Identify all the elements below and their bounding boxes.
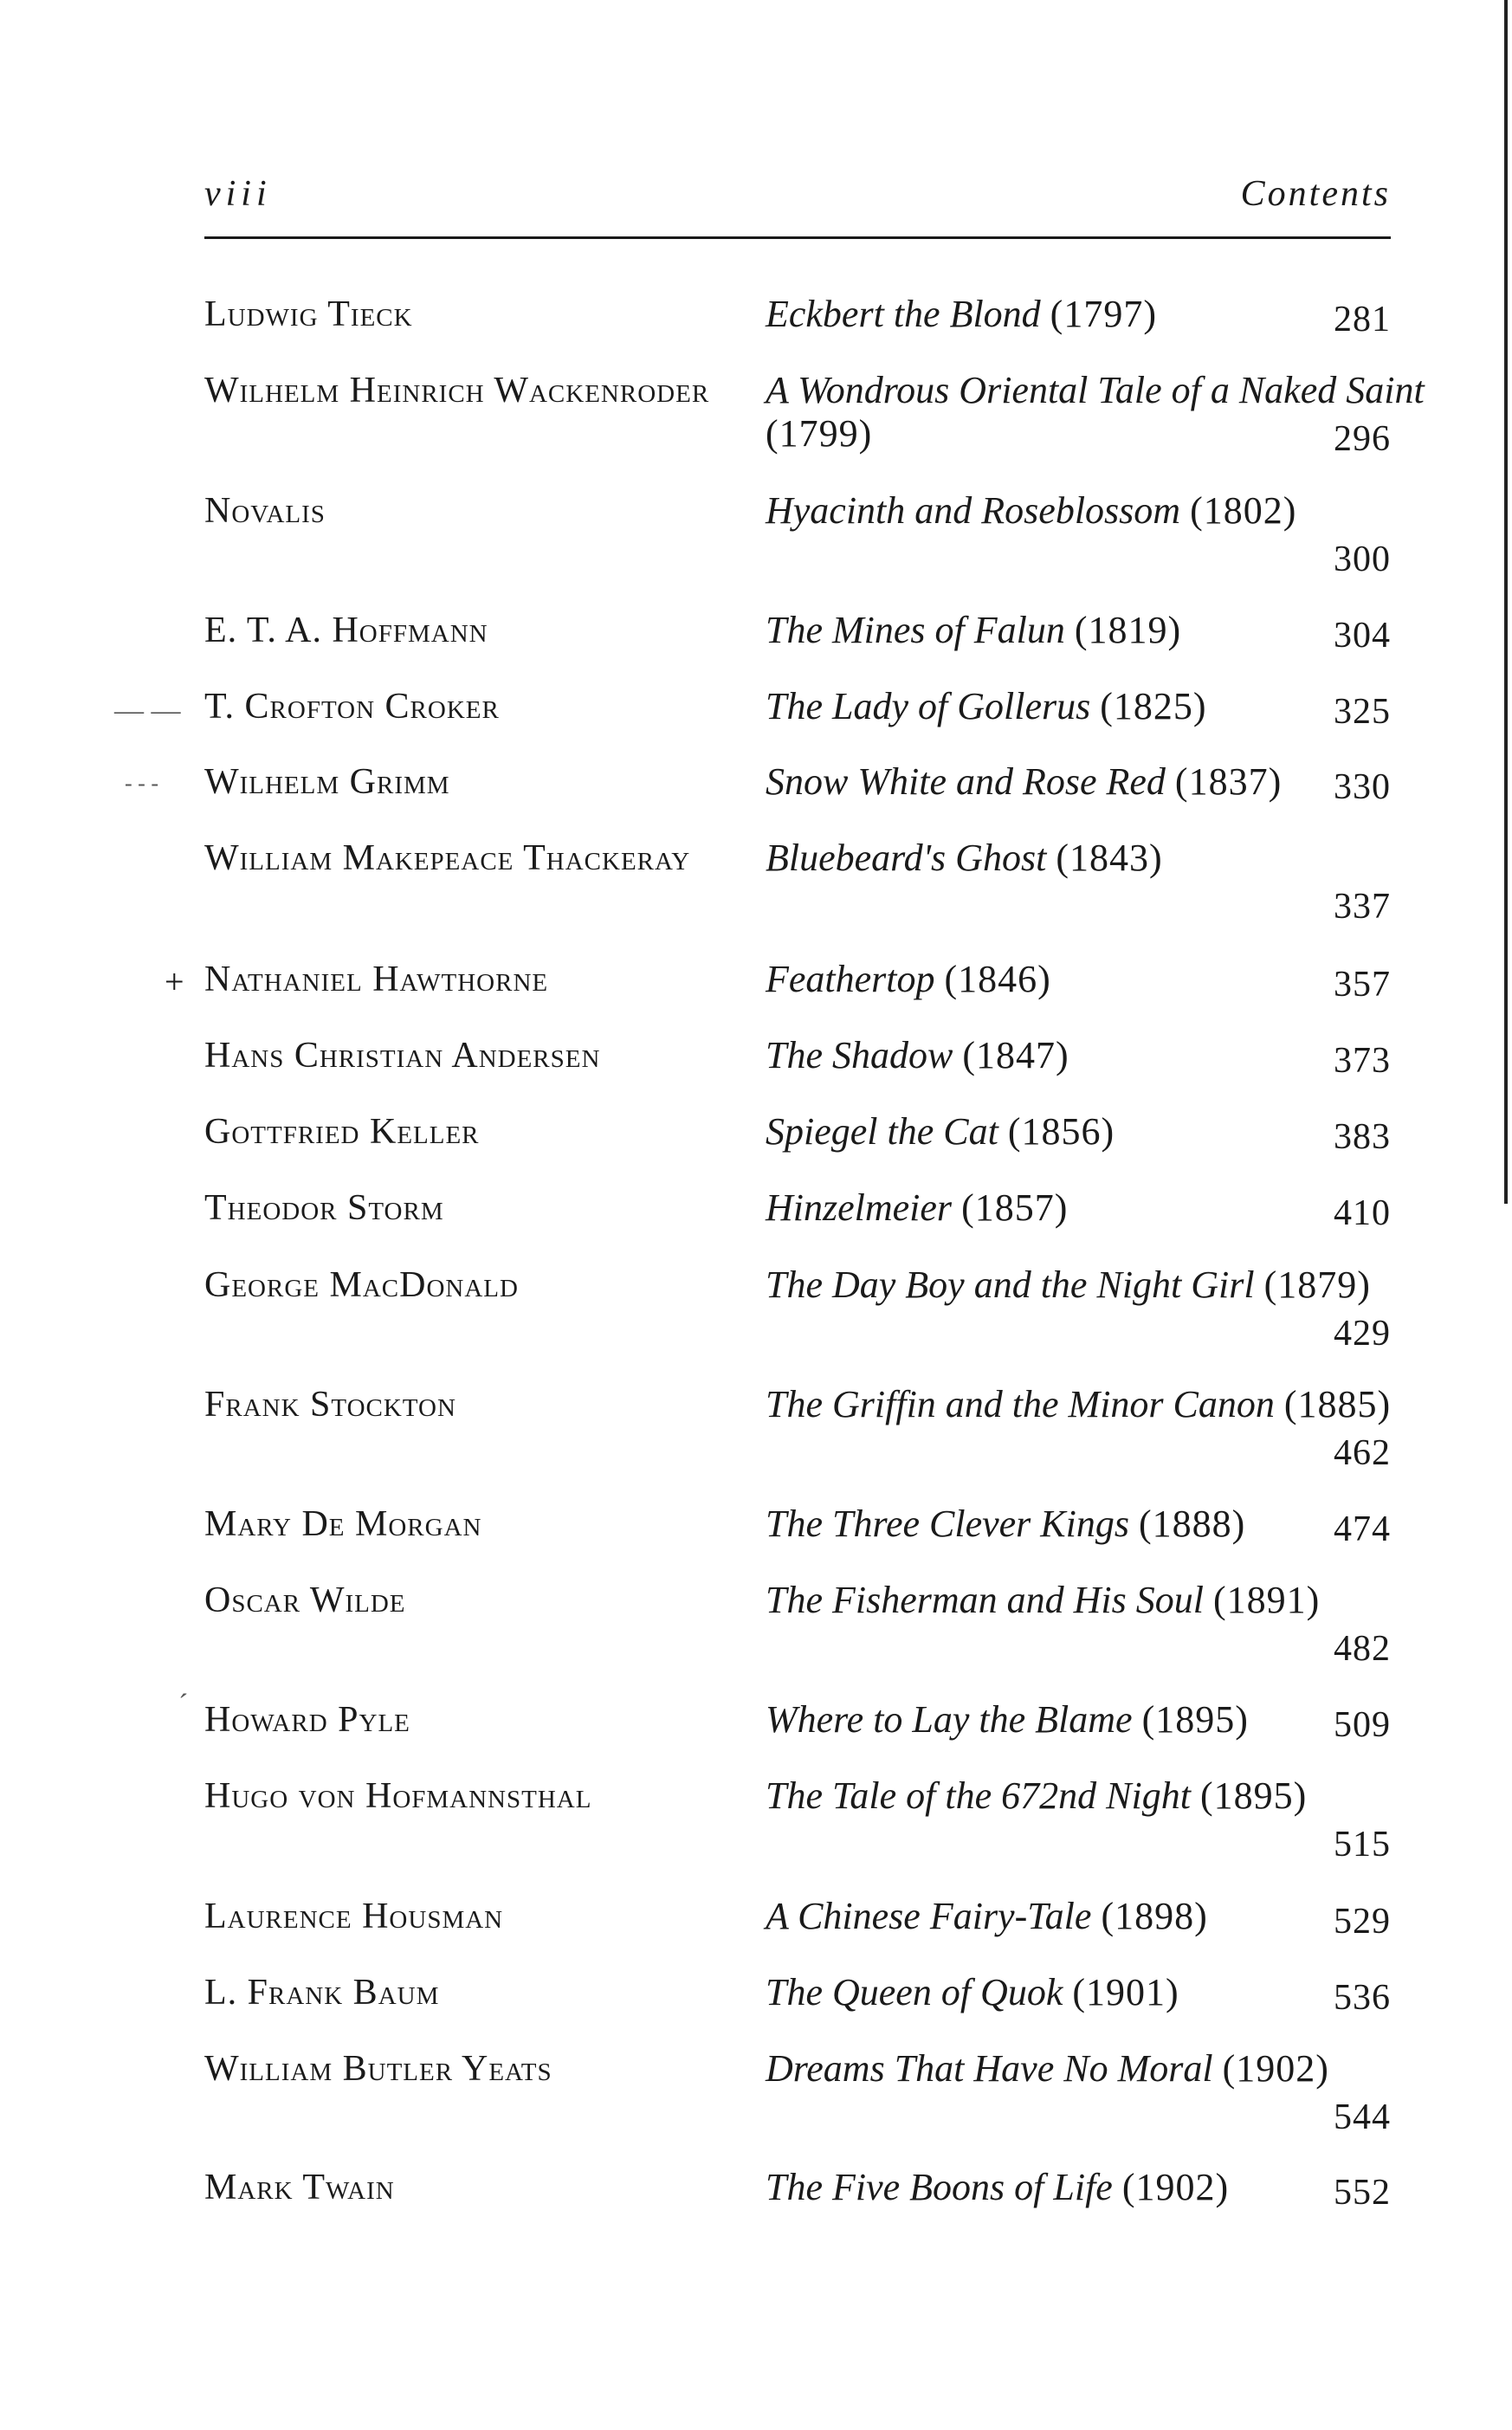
toc-year: (1797) <box>1050 293 1157 335</box>
toc-year: (1802) <box>1190 489 1297 532</box>
toc-title-text: Snow White and Rose Red <box>766 760 1166 803</box>
toc-title <box>766 2166 1502 2209</box>
toc-year: (1856) <box>1007 1110 1115 1153</box>
toc-title-text: The Shadow <box>766 1034 953 1076</box>
toc-author: Howard Pyle <box>204 1700 410 1740</box>
toc-page-number: 281 <box>1334 300 1391 339</box>
toc-title <box>766 1971 1502 2014</box>
toc-title <box>766 1383 1502 1426</box>
toc-author: Frank Stockton <box>204 1385 456 1425</box>
toc-title-text: The Lady of Gollerus <box>766 685 1091 727</box>
toc-title <box>766 1895 1502 1938</box>
toc-author: Mary De Morgan <box>204 1504 482 1544</box>
toc-author: Ludwig Tieck <box>204 294 413 334</box>
toc-year: (1902) <box>1222 2047 1329 2090</box>
toc-page-number: 544 <box>1334 2097 1391 2137</box>
toc-title-text: The Fisherman and His Soul <box>766 1579 1204 1621</box>
toc-title <box>766 1579 1502 1622</box>
toc-year: (1846) <box>944 958 1051 1000</box>
toc-author: William Makepeace Thackeray <box>204 838 691 878</box>
toc-title <box>766 760 1502 804</box>
toc-year: (1799) <box>766 412 873 455</box>
toc-title <box>766 293 1502 336</box>
toc-year: (1825) <box>1100 685 1207 727</box>
running-title: Contents <box>1240 174 1391 214</box>
toc-title <box>766 958 1502 1001</box>
toc-title-text: The Three Clever Kings <box>766 1503 1129 1545</box>
toc-title <box>766 837 1502 880</box>
margin-mark-croker: — — <box>114 695 181 727</box>
toc-title-text: The Mines of Falun <box>766 609 1065 651</box>
toc-year: (1895) <box>1141 1698 1249 1741</box>
toc-author: Wilhelm Grimm <box>204 762 450 802</box>
page-folio: viii <box>204 174 272 214</box>
toc-page-number: 296 <box>1334 419 1391 459</box>
toc-year: (1901) <box>1072 1971 1179 2013</box>
toc-title-text: Hinzelmeier <box>766 1186 953 1229</box>
toc-title <box>766 1263 1502 1307</box>
toc-title <box>766 369 1502 456</box>
toc-author: George MacDonald <box>204 1265 519 1305</box>
toc-title-text: The Tale of the 672nd Night <box>766 1774 1191 1817</box>
toc-page-number: 383 <box>1334 1117 1391 1157</box>
toc-year: (1837) <box>1174 760 1283 803</box>
toc-title-text: The Five Boons of Life <box>766 2166 1113 2208</box>
toc-title-text: A Wondrous Oriental Tale of a Naked Saint <box>766 369 1425 411</box>
toc-year: (1857) <box>961 1186 1069 1229</box>
toc-title-text: Hyacinth and Roseblossom <box>766 489 1181 532</box>
toc-year: (1843) <box>1056 837 1163 879</box>
toc-title-text: Spiegel the Cat <box>766 1110 998 1153</box>
toc-page-number: 536 <box>1334 1978 1391 2018</box>
toc-page-number: 330 <box>1334 767 1391 807</box>
toc-author: Theodor Storm <box>204 1188 444 1228</box>
toc-page-number: 529 <box>1334 1902 1391 1942</box>
toc-author: Nathaniel Hawthorne <box>204 960 549 999</box>
toc-title-text: Bluebeard's Ghost <box>766 837 1047 879</box>
margin-mark-pyle: ´ <box>178 1689 189 1721</box>
toc-title <box>766 1034 1502 1077</box>
toc-year: (1885) <box>1283 1383 1392 1425</box>
toc-title-text: The Griffin and the Minor Canon <box>766 1383 1275 1425</box>
toc-author: Laurence Housman <box>204 1897 504 1936</box>
toc-page-number: 357 <box>1334 965 1391 1005</box>
toc-title <box>766 489 1502 533</box>
toc-page-number: 429 <box>1334 1314 1391 1354</box>
toc-page-number: 300 <box>1334 540 1391 579</box>
toc-page-number: 325 <box>1334 692 1391 732</box>
toc-year: (1879) <box>1263 1263 1371 1306</box>
toc-author: Oscar Wilde <box>204 1580 406 1620</box>
toc-title <box>766 1186 1502 1230</box>
toc-year: (1898) <box>1101 1895 1208 1937</box>
toc-page-number: 462 <box>1334 1433 1391 1473</box>
toc-author: Mark Twain <box>204 2168 395 2207</box>
toc-page-number: 509 <box>1334 1705 1391 1745</box>
toc-year: (1888) <box>1139 1503 1246 1545</box>
toc-title-text: A Chinese Fairy-Tale <box>766 1895 1092 1937</box>
toc-title <box>766 685 1502 728</box>
toc-year: (1819) <box>1074 609 1182 651</box>
toc-page-number: 410 <box>1334 1193 1391 1233</box>
toc-page-number: 474 <box>1334 1509 1391 1549</box>
toc-year: (1902) <box>1121 2166 1230 2208</box>
toc-year: (1895) <box>1199 1774 1308 1817</box>
toc-title <box>766 1774 1502 1818</box>
margin-mark-grimm: - - - <box>125 771 158 796</box>
toc-title-text: Feathertop <box>766 958 935 1000</box>
toc-author: Hans Christian Andersen <box>204 1036 601 1076</box>
toc-page-number: 373 <box>1334 1041 1391 1081</box>
toc-title <box>766 1698 1502 1742</box>
toc-author: Gottfried Keller <box>204 1112 480 1152</box>
toc-title <box>766 609 1502 652</box>
toc-page-number: 552 <box>1334 2173 1391 2213</box>
toc-author: William Butler Yeats <box>204 2049 552 2089</box>
toc-author: L. Frank Baum <box>204 1973 440 2013</box>
toc-page-number: 337 <box>1334 887 1391 927</box>
toc-page-number: 482 <box>1334 1629 1391 1669</box>
toc-author: T. Crofton Croker <box>204 687 500 727</box>
toc-title-text: The Queen of Quok <box>766 1971 1063 2013</box>
toc-author: E. T. A. Hoffmann <box>204 611 488 650</box>
toc-author: Novalis <box>204 491 326 531</box>
toc-title <box>766 1110 1502 1154</box>
toc-title <box>766 2047 1502 2091</box>
toc-page-number: 515 <box>1334 1825 1391 1865</box>
margin-mark-hawthorne: + <box>165 962 184 1001</box>
toc-year: (1847) <box>962 1034 1069 1076</box>
toc-title-text: Dreams That Have No Moral <box>766 2047 1213 2090</box>
toc-title-text: Where to Lay the Blame <box>766 1698 1133 1741</box>
toc-title-text: Eckbert the Blond <box>766 293 1041 335</box>
toc-author: Hugo von Hofmannsthal <box>204 1776 592 1816</box>
toc-title-text: The Day Boy and the Night Girl <box>766 1263 1255 1306</box>
toc-page-number: 304 <box>1334 616 1391 656</box>
toc-year: (1891) <box>1213 1579 1321 1621</box>
toc-title <box>766 1503 1502 1546</box>
toc-author: Wilhelm Heinrich Wackenroder <box>204 371 710 410</box>
